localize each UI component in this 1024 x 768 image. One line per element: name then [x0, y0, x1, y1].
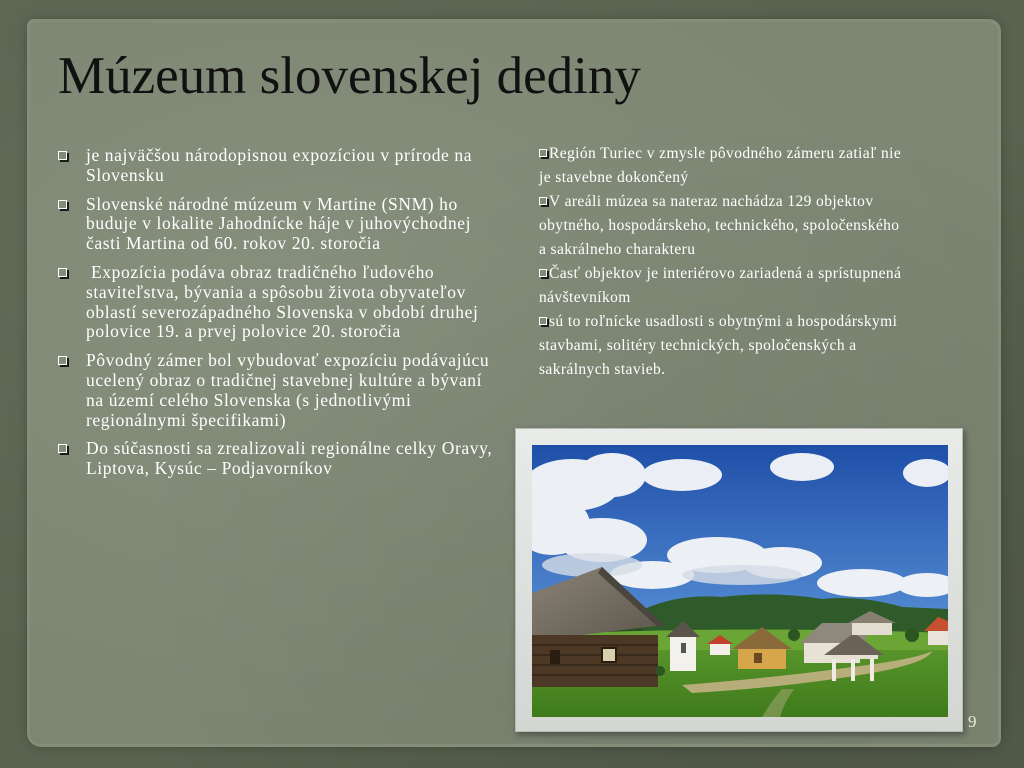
list-item: [539, 310, 909, 382]
village-photo: [532, 445, 948, 717]
bullet-text: Slovenské národné múzeum v Martine (SNM) ho buduje v lokalite Jahodnícke háje v juhovýchodnej časti Martina od 60. rokov 20. storočia: [86, 193, 472, 254]
list-item: [539, 190, 909, 262]
square-bullet-icon: [58, 356, 67, 365]
list-item: [539, 142, 909, 190]
list-item: [56, 146, 496, 186]
list-item: [56, 439, 496, 479]
bullet-text: Expozícia podáva obraz tradičného ľudového staviteľstva, bývania a spôsobu života obyvateľov oblastí severozápadného Slovenska v období druhej polovice 19. a prvej polovice 20. storočia: [86, 261, 484, 342]
bullet-text: Časť objektov je interiérovo zariadená a sprístupnená návštevníkom: [539, 265, 902, 306]
bullet-text: sú to roľnícke usadlosti s obytnými a hospodárskymi stavbami, solitéry technických, spoločenských a sakrálnych stavieb.: [539, 313, 898, 378]
square-bullet-icon: [539, 317, 547, 325]
square-bullet-icon: [539, 149, 547, 157]
list-item: [539, 262, 909, 310]
list-item: [56, 351, 496, 430]
left-bullet-list: [56, 146, 496, 488]
square-bullet-icon: [58, 151, 67, 160]
square-bullet-icon: [58, 444, 67, 453]
square-bullet-icon: [58, 268, 67, 277]
square-bullet-icon: [58, 200, 67, 209]
square-bullet-icon: [539, 197, 547, 205]
bullet-text: Do súčasnosti sa zrealizovali regionálne celky Oravy, Liptova, Kysúc – Podjavorníkov: [86, 438, 493, 479]
slide-title: Múzeum slovenskej dediny: [58, 47, 641, 105]
photo-frame: [515, 428, 963, 732]
bullet-text: je najväčšou národopisnou expozíciou v prírode na Slovensku: [86, 145, 473, 185]
list-item: [56, 263, 496, 342]
square-bullet-icon: [539, 269, 547, 277]
bullet-text: V areáli múzea sa nateraz nachádza 129 objektov obytného, hospodárskeho, technického, spoločenského a sakrálneho charakteru: [539, 193, 900, 258]
bullet-text: Pôvodný zámer bol vybudovať expozíciu podávajúcu ucelený obraz o tradičnej stavebnej kultúre a bývaní na území celého Slovenska (s jednotlivými regionálnymi špecifikami): [86, 350, 490, 430]
bullet-text: Región Turiec v zmysle pôvodného zámeru zatiaľ nie je stavebne dokončený: [539, 145, 902, 186]
page-number: 9: [968, 712, 977, 731]
right-bullet-list: [539, 142, 909, 382]
list-item: [56, 195, 496, 254]
